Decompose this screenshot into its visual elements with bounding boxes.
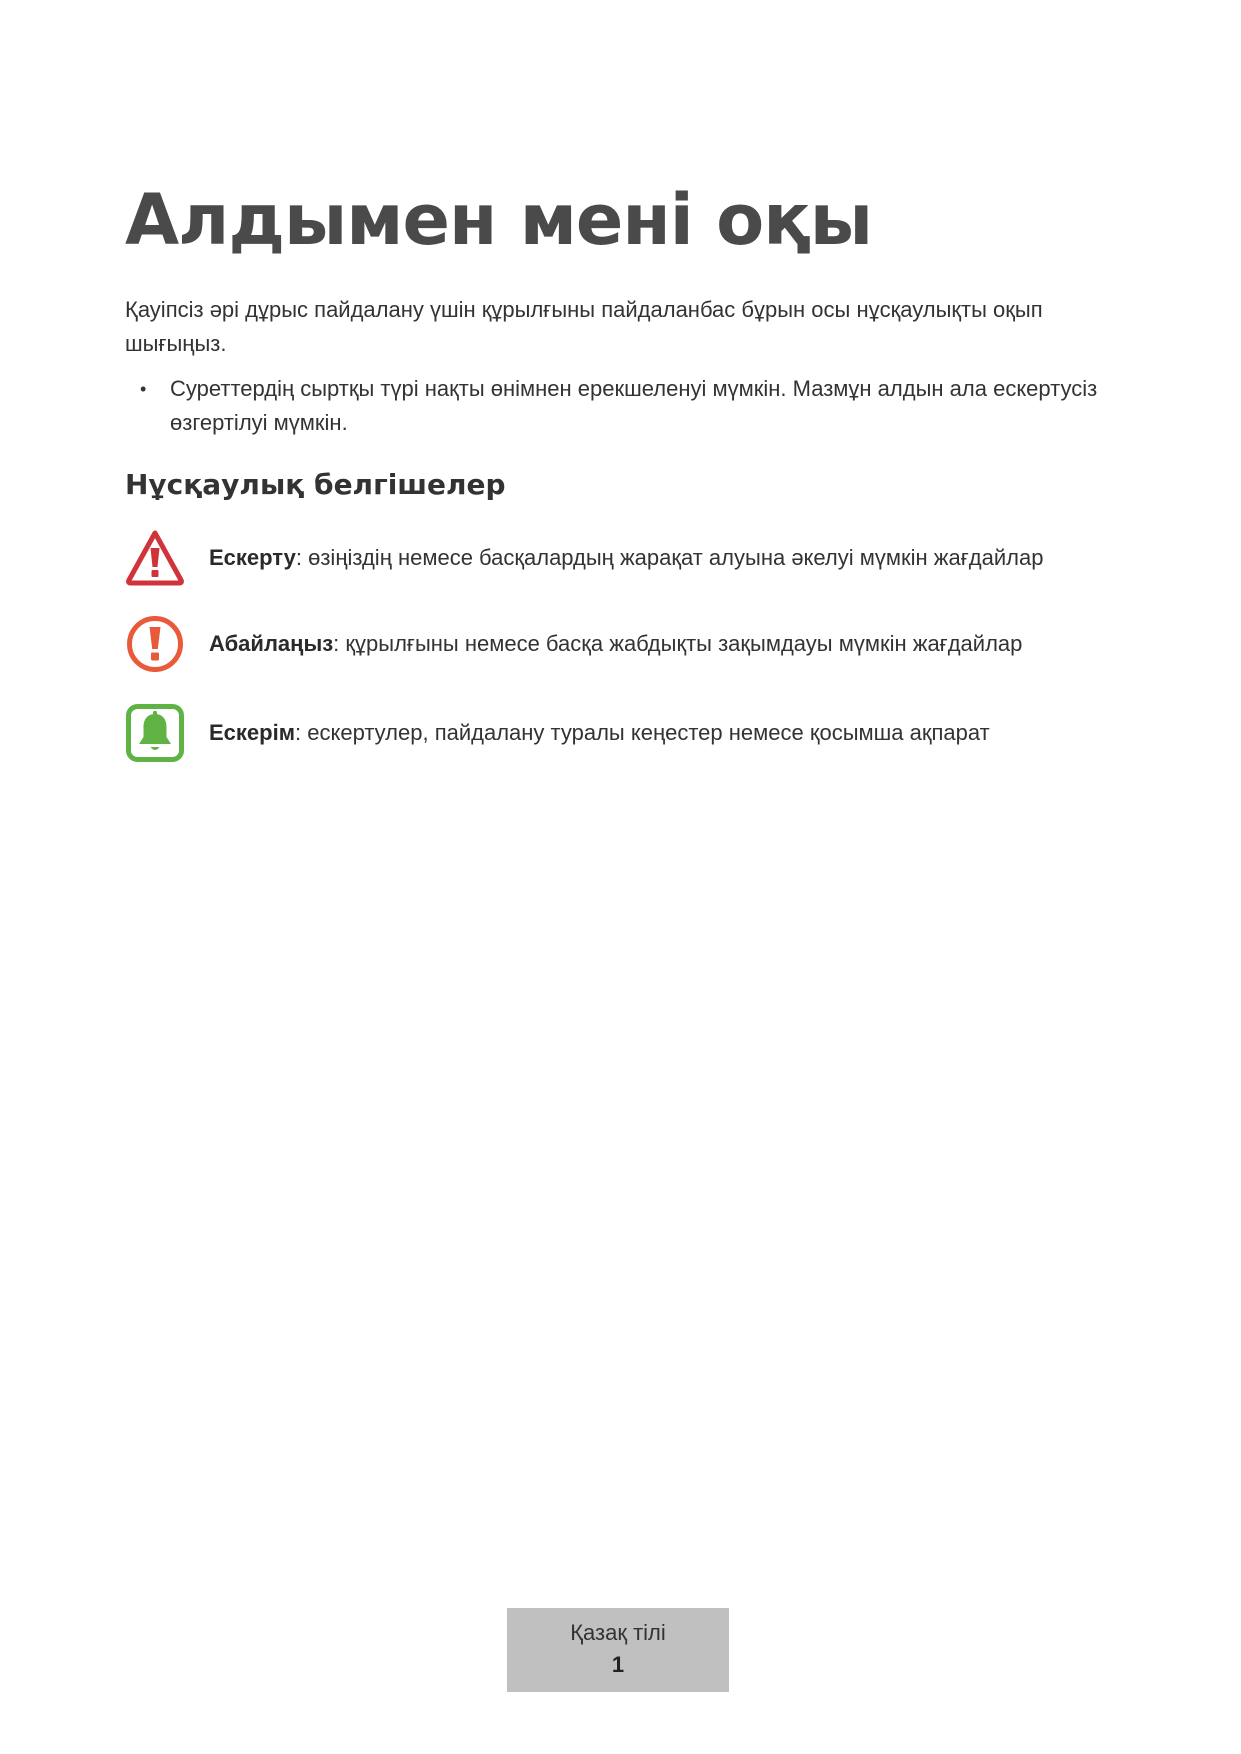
legend-term-note: Ескерім bbox=[209, 720, 295, 745]
bullet-text: Суреттердің сыртқы түрі нақты өнімнен ерекшеленуі мүмкін. Мазмұн алдын ала ескертусіз өзгертілуі мүмкін. bbox=[170, 376, 1098, 435]
legend-row-note bbox=[125, 702, 1125, 764]
page-number: 1 bbox=[611, 1652, 625, 1677]
bullet-dot: • bbox=[140, 379, 147, 399]
page-title: Алдымен мені оқы bbox=[125, 179, 873, 261]
caution-exclamation-icon bbox=[125, 614, 185, 674]
legend-description-warning: өзіңіздің немесе басқалардың жарақат алуына әкелуі мүмкін жағдайлар bbox=[302, 545, 1044, 570]
bullet-list bbox=[125, 372, 1105, 440]
legend-row-caution bbox=[125, 613, 1125, 675]
legend-description-caution: құрылғыны немесе басқа жабдықты зақымдауы мүмкін жағдайлар bbox=[339, 631, 1023, 656]
legend-row-warning bbox=[125, 527, 1125, 589]
note-bell-icon bbox=[125, 703, 185, 763]
legend-separator: : bbox=[333, 631, 340, 656]
warning-triangle-icon bbox=[125, 528, 185, 588]
legend-separator: : bbox=[294, 720, 302, 745]
legend-separator: : bbox=[295, 545, 302, 570]
footer-language: Қазақ тілі bbox=[570, 1620, 666, 1645]
legend-term-warning: Ескерту bbox=[209, 545, 296, 570]
list-item bbox=[125, 372, 1105, 440]
legend-description-note: ескертулер, пайдалану туралы кеңестер немесе қосымша ақпарат bbox=[301, 720, 990, 745]
legend-term-caution: Абайлаңыз bbox=[209, 631, 334, 656]
section-heading: Нұсқаулық белгішелер bbox=[125, 468, 506, 501]
legend-text-note bbox=[209, 718, 990, 748]
legend-text-caution bbox=[209, 629, 1022, 659]
legend-text-warning bbox=[209, 543, 1043, 573]
page-footer bbox=[507, 1608, 729, 1692]
intro-paragraph: Қауіпсіз әрі дұрыс пайдалану үшін құрылғыны пайдаланбас бұрын осы нұсқаулықты оқып шығыңыз. bbox=[125, 297, 1043, 356]
